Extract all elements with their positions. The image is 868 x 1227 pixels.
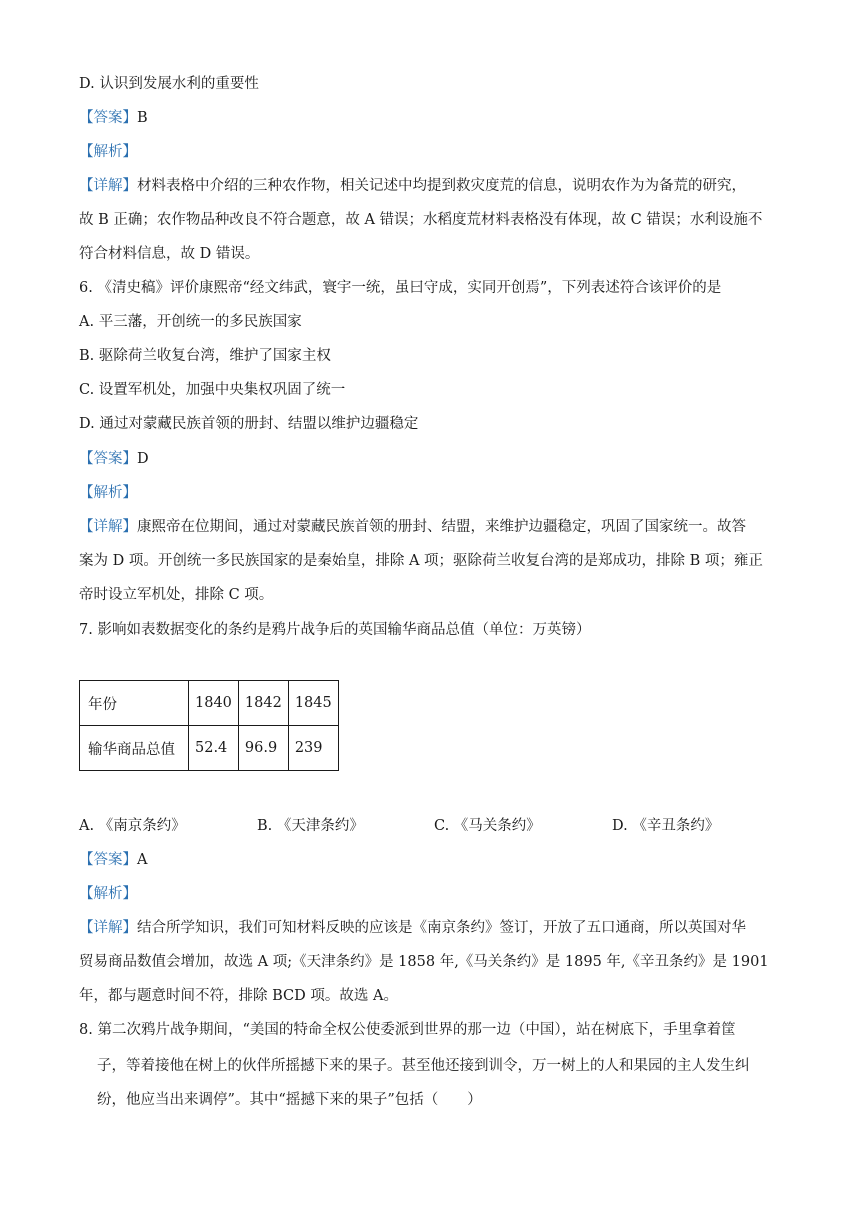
- q7-option-d: D. 《辛丑条约》: [612, 818, 720, 834]
- answer-value: D: [137, 451, 149, 467]
- answer-tag: 【答案】: [79, 110, 137, 126]
- table-cell-value: 52.4: [189, 726, 239, 771]
- q7-detail-line-3: 年，都与题意时间不符，排除 BCD 项。故选 A。: [79, 988, 398, 1004]
- table-cell-value: 96.9: [238, 726, 288, 771]
- table-header-value: 输华商品总值: [80, 726, 189, 771]
- detail-tag: 【详解】: [79, 178, 137, 194]
- q7-detail-line-1: [79, 918, 746, 938]
- answer-tag: 【答案】: [79, 451, 137, 467]
- q5-option-d: D. 认识到发展水利的重要性: [79, 76, 259, 92]
- q8-stem-line-2: 子，等着接他在树上的伙伴所摇撼下来的果子。甚至他还接到训令，万一树上的人和果园的主人发生纠: [97, 1058, 750, 1074]
- trade-value-table: [79, 680, 339, 771]
- q6-detail-line-3: 帝时设立军机处，排除 C 项。: [79, 587, 274, 603]
- q8-stem-line-1: 8. 第二次鸦片战争期间，“美国的特命全权公使委派到世界的那一边（中国），站在树底下，手里拿着筐: [79, 1022, 736, 1038]
- detail-text: 康熙帝在位期间，通过对蒙藏民族首领的册封、结盟，来维护边疆稳定，巩固了国家统一。故答: [137, 519, 746, 535]
- detail-tag: 【详解】: [79, 519, 137, 535]
- q6-option-b: B. 驱除荷兰收复台湾，维护了国家主权: [79, 348, 331, 364]
- q7-answer: [79, 850, 147, 870]
- q5-detail-line-1: [79, 176, 746, 196]
- q5-detail-line-2: 故 B 正确；农作物品种改良不符合题意，故 A 错误；水稻度荒材料表格没有体现，故 C 错误；水利设施不: [79, 212, 763, 228]
- detail-tag: 【详解】: [79, 920, 137, 936]
- q6-detail-line-1: [79, 517, 746, 537]
- table-header-year: 年份: [80, 681, 189, 726]
- q6-stem: 6. 《清史稿》评价康熙帝“经文纬武，寰宇一统，虽曰守成，实同开创焉”，下列表述符合该评价的是: [79, 280, 722, 296]
- q7-stem: 7. 影响如表数据变化的条约是鸦片战争后的英国输华商品总值（单位：万英镑）: [79, 622, 591, 638]
- table-cell-year: 1840: [189, 681, 239, 726]
- q6-answer: [79, 449, 149, 469]
- q5-analysis-tag: 【解析】: [79, 144, 137, 160]
- table-row: [80, 681, 339, 726]
- answer-tag: 【答案】: [79, 852, 137, 868]
- q5-answer: [79, 108, 148, 128]
- q8-stem-line-3: 纷，他应当出来调停”。其中“摇撼下来的果子”包括（ ）: [97, 1092, 482, 1108]
- table-row: [80, 726, 339, 771]
- detail-text: 材料表格中介绍的三种农作物，相关记述中均提到救灾度荒的信息，说明农作为为备荒的研究，: [137, 178, 746, 194]
- q7-option-a: A. 《南京条约》: [79, 818, 186, 834]
- q7-option-c: C. 《马关条约》: [434, 818, 541, 834]
- answer-value: B: [137, 110, 148, 126]
- q6-option-d: D. 通过对蒙藏民族首领的册封、结盟以维护边疆稳定: [79, 416, 419, 432]
- detail-text: 结合所学知识，我们可知材料反映的应该是《南京条约》签订，开放了五口通商，所以英国对华: [137, 920, 746, 936]
- table-cell-year: 1842: [238, 681, 288, 726]
- answer-value: A: [137, 852, 148, 868]
- q5-detail-line-3: 符合材料信息，故 D 错误。: [79, 246, 260, 262]
- q7-analysis-tag: 【解析】: [79, 886, 137, 902]
- q6-analysis-tag: 【解析】: [79, 485, 137, 501]
- q7-detail-line-2: 贸易商品数值会增加，故选 A 项;《天津条约》是 1858 年,《马关条约》是 1895 年,《辛丑条约》是 1901: [79, 954, 769, 970]
- q6-option-a: A. 平三藩，开创统一的多民族国家: [79, 314, 302, 330]
- q7-option-b: B. 《天津条约》: [257, 818, 364, 834]
- q6-detail-line-2: 案为 D 项。开创统一多民族国家的是秦始皇，排除 A 项；驱除荷兰收复台湾的是郑成功，排除 B 项；雍正: [79, 553, 763, 569]
- table-cell-year: 1845: [288, 681, 338, 726]
- table-cell-value: 239: [288, 726, 338, 771]
- q6-option-c: C. 设置军机处，加强中央集权巩固了统一: [79, 382, 346, 398]
